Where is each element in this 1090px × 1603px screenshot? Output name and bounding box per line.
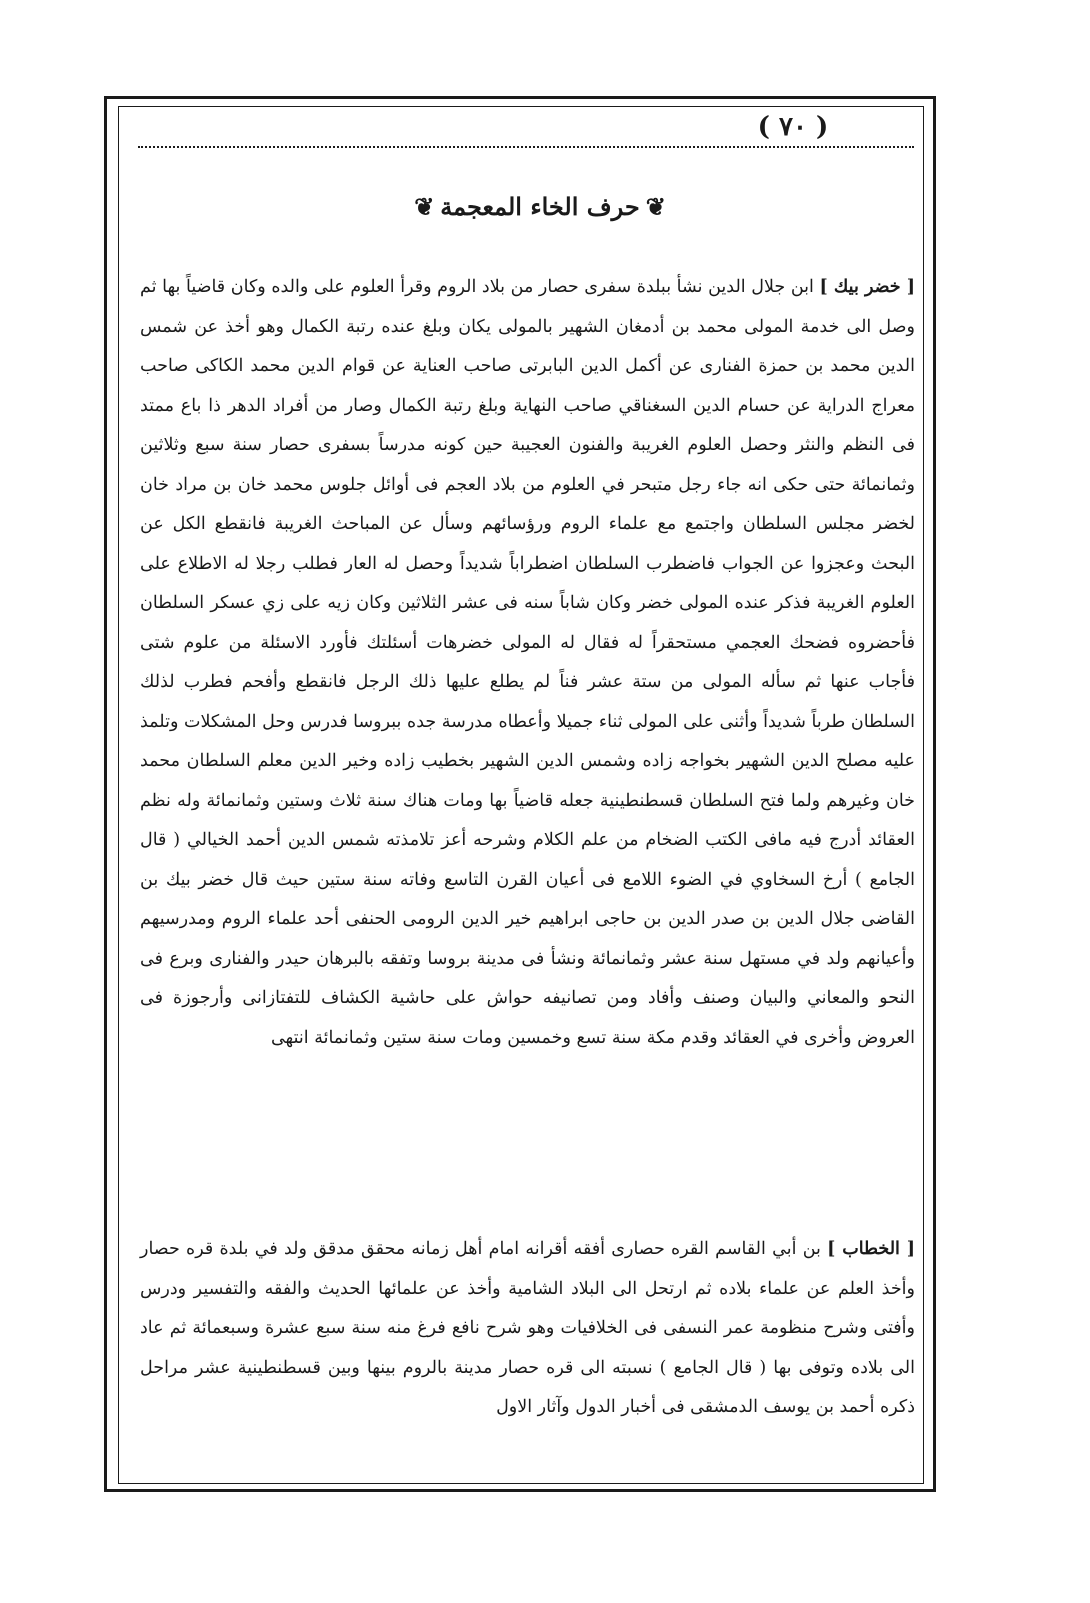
entry-title: [ الخطاب ] bbox=[827, 1239, 915, 1259]
entry-paragraph bbox=[140, 268, 915, 1058]
ornament-right-icon: ❦ bbox=[645, 192, 666, 221]
entry-body: بن أبي القاسم القره حصارى أفقه أقرانه امام أهل زمانه محقق مدقق ولد في بلدة قره حصار وأخذ العلم عن علماء بلاده ثم ارتحل الى البلاد الشامية وأخذ عن علمائها الحديث والفقه والتفسير ودرس وأفتى وشرح منظومة عمر النسفى فى الخلافيات وهو شرح نافع فرغ منه سنة سبع عشرة وسبعمائة ثم عاد الى بلاده وتوفى بها ( قال الجامع ) نسبته الى قره حصار مدينة بالروم بينها وبين قسطنطينية عشر مراحل ذكره أحمد بن يوسف الدمشقى فى أخبار الدول وآثار الاول bbox=[140, 1239, 915, 1417]
header-divider bbox=[138, 146, 914, 148]
ornament-left-icon: ❦ bbox=[414, 192, 435, 221]
entry-al-khattab bbox=[140, 1230, 915, 1428]
section-heading bbox=[200, 192, 880, 221]
entry-paragraph bbox=[140, 1230, 915, 1428]
section-heading-text: حرف الخاء المعجمة bbox=[440, 192, 640, 221]
entry-title: [ خضر بيك ] bbox=[819, 277, 915, 297]
page-number: ( ٧٠ ) bbox=[757, 112, 829, 142]
entry-body: ابن جلال الدين نشأ ببلدة سفرى حصار من بلاد الروم وقرأ العلوم على والده وكان قاضياً بها ثم وصل الى خدمة المولى محمد بن أدمغان الشهير بالمولى يكان وبلغ عنده رتبة الكمال وهو أخذ عن شمس الدين محمد بن حمزة الفنارى عن أكمل الدين البابرتى صاحب العناية عن قوام الدين محمد الكاكى صاحب معراج الدراية عن حسام الدين السغناقي صاحب النهاية وبلغ رتبة الكمال وصار من أفراد الدهر ذا باع ممتد فى النظم والنثر وحصل العلوم الغريبة والفنون العجيبة حين كونه مدرساً بسفرى حصار سنة سبع وثلاثين وثمانمائة حتى حكى انه جاء رجل متبحر في العلوم من بلاد العجم فى أوائل جلوس محمد خان بن مراد خان لخضر مجلس السلطان واجتمع مع علماء الروم ورؤسائهم وسأل عن المباحث الغريبة فانقطع الكل عن البحث وعجزوا عن الجواب فاضطرب السلطان اضطراباً شديداً وحصل له العار فطلب رجلا له الاطلاع على العلوم الغريبة فذكر عنده المولى خضر وكان شاباً سنه فى عشر الثلاثين وكان زيه على زي عسكر السلطان فأحضروه فضحك العجمي مستحقراً له فقال له المولى خضرهات أسئلتك فأورد الاسئلة من علوم شتى فأجاب عنها ثم سأله المولى من ستة عشر فناً لم يطلع عليها ذلك الرجل فانقطع وأفحم فطرب لذلك السلطان طرباً شديداً وأثنى على المولى ثناء جميلا وأعطاه مدرسة جده ببروسا فدرس وحل المشكلات وتلمذ عليه مصلح الدين الشهير بخواجه زاده وشمس الدين الشهير بخطيب زاده وخير الدين معلم السلطان محمد خان وغيرهم ولما فتح السلطان قسطنطينية جعله قاضياً بها ومات هناك سنة ثلاث وستين وثمانمائة وله نظم العقائد أدرج فيه مافى الكتب الضخام من علم الكلام وشرحه أعز تلامذته شمس الدين أحمد الخيالي ( قال الجامع ) أرخ السخاوي في الضوء اللامع فى أعيان القرن التاسع وفاته سنة ستين حيث قال خضر بيك بن القاضى جلال الدين بن صدر الدين بن حاجى ابراهيم خير الدين الرومى الحنفى أحد علماء الروم ومدرسيهم وأعيانهم ولد في مستهل سنة عشر وثمانمائة ونشأ فى مدينة بروسا وتفقه بالبرهان حيدر والفنارى وبرع فى النحو والمعاني والبيان وصنف وأفاد ومن تصانيفه حواش على حاشية الكشاف للتفتازانى وأرجوزة فى العروض وأخرى في العقائد وقدم مكة سنة تسع وخمسين ومات سنة ستين وثمانمائة انتهى bbox=[140, 277, 915, 1048]
entry-khidr-bek bbox=[140, 268, 915, 1058]
